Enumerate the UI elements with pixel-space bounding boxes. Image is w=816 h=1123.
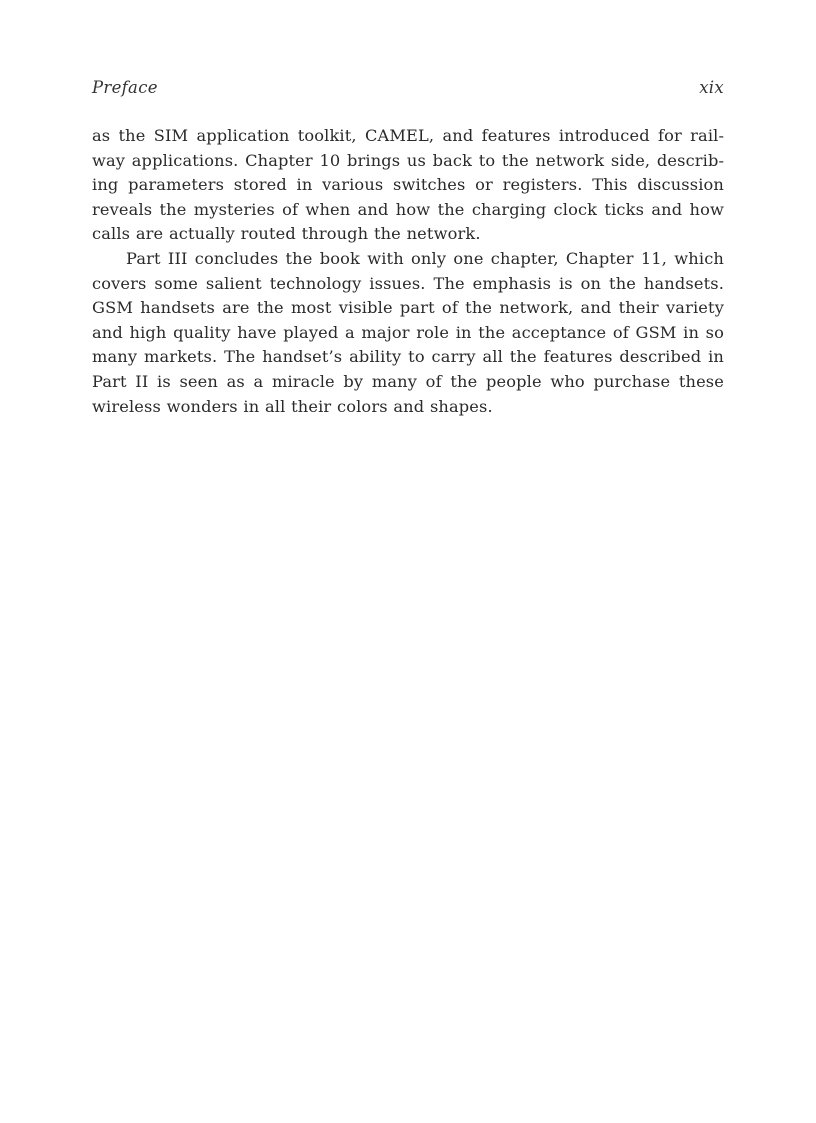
page-number: xix — [699, 78, 724, 97]
paragraph-2: Part III concludes the book with only one chapter, Chapter 11, which covers some salient technology issues. The emphasis is on the handsets. GSM handsets are the most visible part of the network, and their variety and high quality have played a major role in the acceptance of GSM in so many markets. The handset’s ability to carry all the features described in Part II is seen as a miracle by many of the people who purchase these wireless wonders in all their colors and shapes. — [92, 248, 724, 416]
paragraph-1: as the SIM application toolkit, CAMEL, and features introduced for railway applications. Chapter 10 brings us back to the network side, describing parameters stored in various switches or registers. This discussion reveals the mysteries of when and how the charging clock ticks and how calls are actually routed through the network. — [92, 126, 724, 244]
body-text — [92, 124, 724, 419]
section-title: Preface — [92, 78, 158, 97]
running-head — [92, 78, 724, 104]
